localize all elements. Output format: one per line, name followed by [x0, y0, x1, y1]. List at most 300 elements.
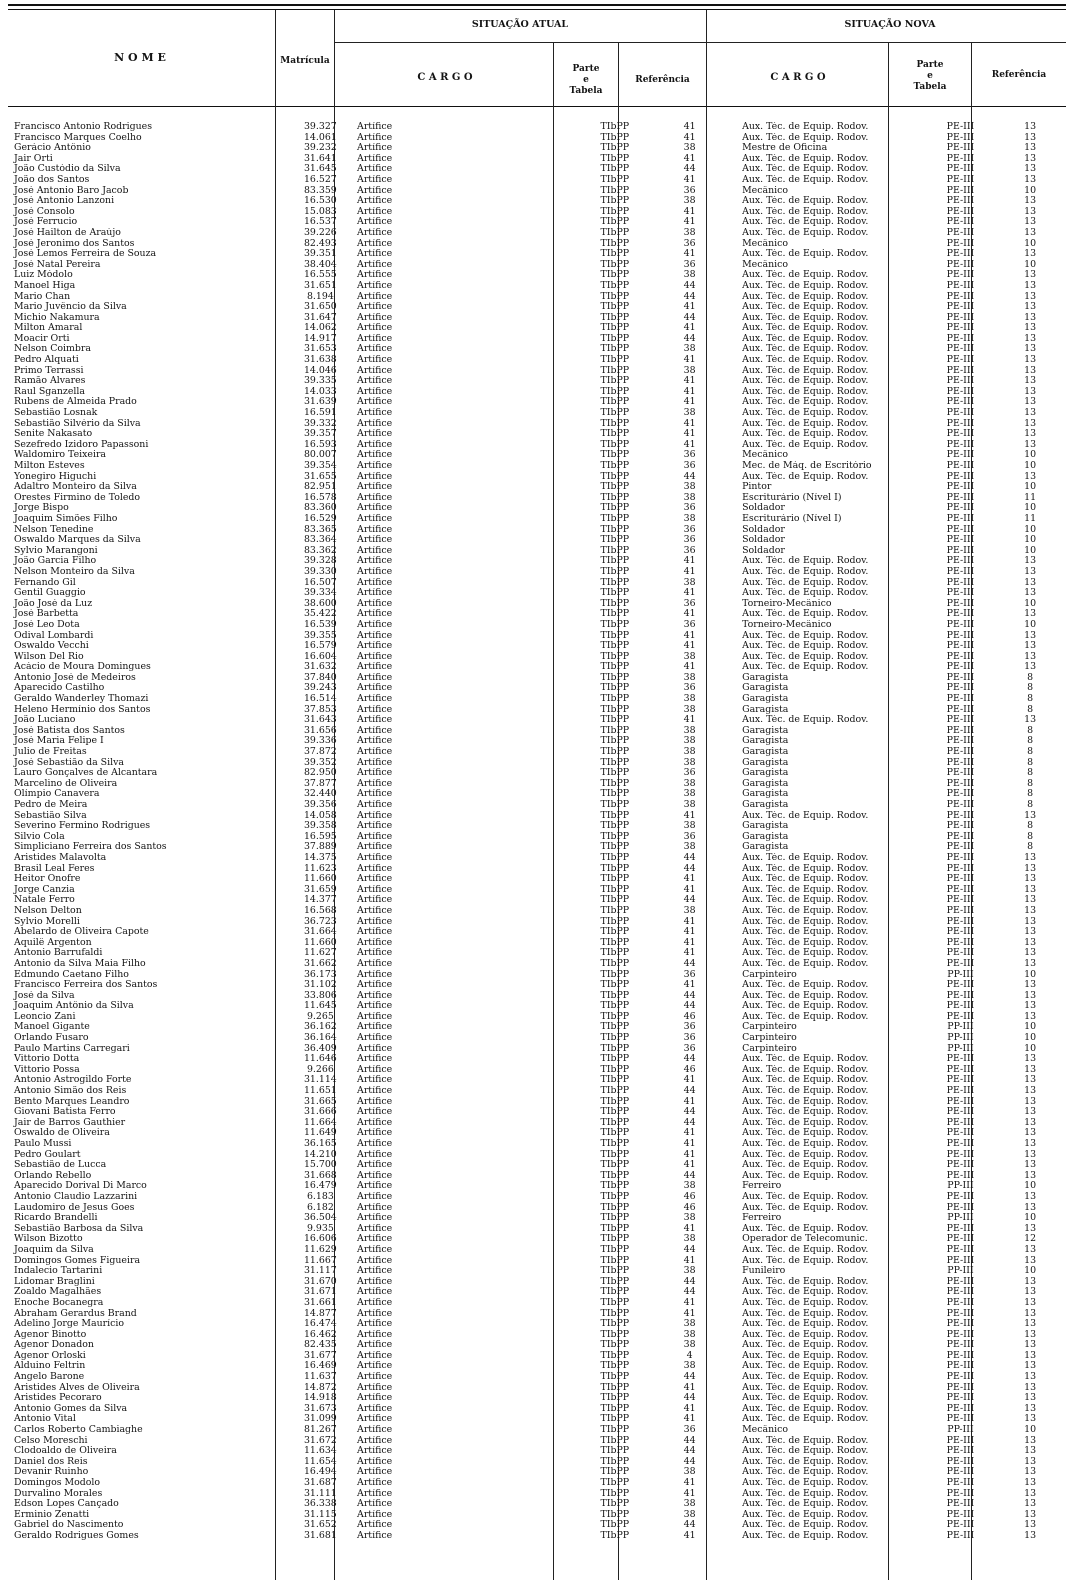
cargo-atual: Artífice — [357, 1075, 393, 1086]
cargo-novo: Aux. Téc. de Equip. Rodov. — [742, 1509, 869, 1520]
cargo-novo: Aux. Téc. de Equip. Rodov. — [742, 323, 869, 334]
referencia-atual: 38 — [683, 513, 696, 524]
referencia-atual: 38 — [683, 492, 696, 503]
table-row — [8, 514, 1066, 525]
cargo-atual: Artífice — [357, 1329, 393, 1340]
referencia-atual: 38 — [683, 725, 696, 736]
parte-tabela-novo: PE-III — [946, 217, 975, 228]
table-row — [8, 1266, 1066, 1277]
parte-tabela-atual: TIbPP — [600, 1297, 630, 1308]
parte-tabela-atual: TIbPP — [600, 1509, 630, 1520]
matricula: 37.889 — [303, 842, 337, 853]
matricula: 83.359 — [303, 185, 337, 196]
cargo-novo: Aux. Téc. de Equip. Rodov. — [742, 355, 869, 366]
cargo-atual: Artífice — [357, 418, 393, 429]
parte-tabela-atual: TIbPP — [600, 1149, 630, 1160]
employee-name: João Custódio da Silva — [14, 164, 121, 175]
employee-table — [8, 122, 1066, 1542]
matricula: 9.265 — [306, 1011, 334, 1022]
parte-tabela-novo: PE-III — [946, 1467, 975, 1478]
parte-tabela-atual: TIbPP — [600, 630, 630, 641]
cargo-novo: Aux. Téc. de Equip. Rodov. — [742, 1139, 869, 1149]
table-row — [8, 1160, 1066, 1171]
referencia-atual: 41 — [683, 1223, 696, 1234]
employee-name: Wilson Del Rio — [14, 651, 84, 662]
table-row — [8, 906, 1066, 917]
cargo-atual: Artífice — [357, 1011, 393, 1022]
employee-name: Joaquim Antônio da Silva — [14, 1001, 134, 1012]
referencia-atual: 41 — [683, 1308, 696, 1319]
matricula: 11.649 — [303, 1128, 337, 1139]
parte-tabela-atual: TIbPP — [600, 1011, 630, 1022]
table-row — [8, 419, 1066, 430]
parte-tabela-novo: PE-III — [946, 503, 975, 514]
cargo-novo: Aux. Téc. de Equip. Rodov. — [742, 386, 869, 397]
referencia-atual: 46 — [683, 1011, 696, 1022]
employee-name: Sebastião Silva — [14, 810, 87, 821]
table-row — [8, 1128, 1066, 1139]
parte-tabela-atual: TIbPP — [600, 778, 630, 789]
employee-name: José Ferrucio — [14, 217, 78, 228]
header-tabela-label: Tabela — [913, 82, 947, 92]
referencia-atual: 41 — [683, 1403, 696, 1414]
referencia-novo: 13 — [1024, 1139, 1037, 1149]
parte-tabela-atual: TIbPP — [600, 1160, 630, 1171]
cargo-novo: Garagista — [742, 778, 789, 789]
referencia-atual: 41 — [683, 132, 696, 143]
referencia-novo: 13 — [1024, 227, 1037, 238]
parte-tabela-novo: PE-III — [946, 355, 975, 366]
referencia-atual: 41 — [683, 429, 696, 440]
parte-tabela-novo: PE-III — [946, 482, 975, 493]
referencia-novo: 13 — [1024, 1372, 1037, 1383]
parte-tabela-novo: PE-III — [946, 1170, 975, 1181]
matricula: 39.352 — [303, 757, 337, 768]
referencia-novo: 13 — [1024, 397, 1037, 408]
referencia-atual: 38 — [683, 1329, 696, 1340]
parte-tabela-novo: PE-III — [946, 545, 975, 556]
table-row — [8, 1234, 1066, 1245]
cargo-atual: Artífice — [357, 1319, 393, 1330]
referencia-novo: 13 — [1024, 471, 1037, 482]
referencia-novo: 13 — [1024, 662, 1037, 673]
referencia-novo: 13 — [1024, 1488, 1037, 1499]
cargo-atual: Artífice — [357, 545, 393, 556]
parte-tabela-atual: TIbPP — [600, 1202, 630, 1213]
referencia-novo: 11 — [1024, 492, 1037, 503]
referencia-atual: 41 — [683, 323, 696, 334]
employee-name: Abraham Gerardus Brand — [14, 1308, 137, 1319]
parte-tabela-novo: PE-III — [946, 259, 975, 270]
parte-tabela-atual: TIbPP — [600, 566, 630, 577]
cargo-atual: Artífice — [357, 164, 393, 175]
employee-name: Oswaldo Marques da Silva — [14, 535, 141, 546]
referencia-novo: 13 — [1024, 948, 1037, 959]
referencia-novo: 13 — [1024, 874, 1037, 885]
referencia-atual: 38 — [683, 196, 696, 207]
matricula: 14.918 — [303, 1393, 337, 1404]
cargo-atual: Artífice — [357, 651, 393, 662]
parte-tabela-novo: PE-III — [946, 1530, 975, 1541]
referencia-novo: 8 — [1027, 672, 1034, 683]
parte-tabela-novo: PE-III — [946, 1244, 975, 1255]
referencia-novo: 10 — [1024, 969, 1037, 980]
cargo-novo: Operador de Telecomunic. — [742, 1234, 868, 1245]
parte-tabela-atual: TIbPP — [600, 365, 630, 376]
table-row — [8, 387, 1066, 398]
cargo-novo: Garagista — [742, 757, 789, 768]
cargo-novo: Carpinteiro — [742, 1033, 797, 1044]
employee-name: Rubens de Almeida Prado — [14, 397, 137, 408]
cargo-atual: Artífice — [357, 778, 393, 789]
cargo-atual: Artífice — [357, 641, 393, 652]
employee-name: Silvio Cola — [14, 831, 65, 842]
parte-tabela-atual: TIbPP — [600, 1128, 630, 1139]
matricula: 15.700 — [303, 1160, 337, 1171]
parte-tabela-atual: TIbPP — [600, 715, 630, 726]
parte-tabela-atual: TIbPP — [600, 577, 630, 588]
parte-tabela-atual: TIbPP — [600, 1022, 630, 1033]
table-row — [8, 959, 1066, 970]
parte-tabela-atual: TIbPP — [600, 1139, 630, 1149]
parte-tabela-novo: PP-III — [947, 1043, 974, 1054]
referencia-atual: 46 — [683, 1202, 696, 1213]
parte-tabela-novo: PE-III — [946, 1308, 975, 1319]
employee-name: João Garcia Filho — [14, 556, 97, 567]
cargo-novo: Aux. Téc. de Equip. Rodov. — [742, 577, 869, 588]
parte-tabela-atual: TIbPP — [600, 1382, 630, 1393]
matricula: 38.404 — [303, 259, 337, 270]
parte-tabela-novo: PE-III — [946, 1128, 975, 1139]
top-rule-thin — [8, 9, 1066, 10]
employee-name: Odival Lombardi — [14, 630, 94, 641]
referencia-atual: 36 — [683, 503, 696, 514]
referencia-atual: 38 — [683, 1361, 696, 1372]
parte-tabela-atual: TIbPP — [600, 333, 630, 344]
table-row — [8, 620, 1066, 631]
employee-name: Paulo Martins Carregari — [14, 1043, 130, 1054]
table-row — [8, 1446, 1066, 1457]
header-parte-label: Parte — [572, 64, 600, 74]
cargo-atual: Artífice — [357, 1213, 393, 1224]
referencia-atual: 38 — [683, 672, 696, 683]
cargo-atual: Artífice — [357, 291, 393, 302]
top-rule — [8, 4, 1066, 6]
cargo-atual: Artífice — [357, 386, 393, 397]
cargo-novo: Aux. Téc. de Equip. Rodov. — [742, 1382, 869, 1393]
parte-tabela-atual: TIbPP — [600, 1435, 630, 1446]
matricula: 39.334 — [303, 588, 337, 599]
matricula: 16.462 — [303, 1329, 337, 1340]
matricula: 31.653 — [303, 344, 337, 355]
employee-name: Orestes Firmino de Toledo — [14, 492, 141, 503]
referencia-novo: 13 — [1024, 249, 1037, 260]
matricula: 14.917 — [303, 333, 337, 344]
parte-tabela-novo: PE-III — [946, 1403, 975, 1414]
table-row — [8, 429, 1066, 440]
referencia-novo: 13 — [1024, 1011, 1037, 1022]
referencia-atual: 41 — [683, 630, 696, 641]
parte-tabela-atual: TIbPP — [600, 185, 630, 196]
parte-tabela-novo: PE-III — [946, 651, 975, 662]
cargo-atual: Artífice — [357, 662, 393, 673]
parte-tabela-atual: TIbPP — [600, 291, 630, 302]
referencia-atual: 44 — [683, 1086, 696, 1097]
referencia-novo: 10 — [1024, 535, 1037, 546]
parte-tabela-atual: TIbPP — [600, 482, 630, 493]
parte-tabela-novo: PE-III — [946, 492, 975, 503]
table-row — [8, 482, 1066, 493]
parte-tabela-atual: TIbPP — [600, 1266, 630, 1277]
header-bottom-rule — [8, 106, 1066, 107]
parte-tabela-novo: PE-III — [946, 1414, 975, 1425]
referencia-atual: 36 — [683, 461, 696, 471]
referencia-atual: 41 — [683, 418, 696, 429]
referencia-novo: 10 — [1024, 482, 1037, 493]
referencia-novo: 13 — [1024, 1319, 1037, 1330]
cargo-novo: Aux. Téc. de Equip. Rodov. — [742, 863, 869, 874]
employee-name: Jair Orti — [14, 153, 53, 164]
referencia-novo: 13 — [1024, 217, 1037, 228]
referencia-novo: 8 — [1027, 831, 1034, 842]
matricula: 83.360 — [303, 503, 337, 514]
cargo-novo: Aux. Téc. de Equip. Rodov. — [742, 1340, 869, 1351]
employee-name: Ricardo Brandelli — [14, 1213, 98, 1224]
referencia-novo: 13 — [1024, 1117, 1037, 1128]
referencia-atual: 38 — [683, 143, 696, 154]
parte-tabela-novo: PE-III — [946, 768, 975, 779]
parte-tabela-novo: PP-III — [947, 1425, 974, 1436]
referencia-novo: 13 — [1024, 355, 1037, 366]
referencia-atual: 41 — [683, 206, 696, 217]
table-row — [8, 292, 1066, 303]
referencia-novo: 8 — [1027, 778, 1034, 789]
table-row — [8, 705, 1066, 716]
cargo-novo: Garagista — [742, 789, 789, 800]
parte-tabela-novo: PE-III — [946, 905, 975, 916]
referencia-atual: 44 — [683, 1287, 696, 1298]
cargo-novo: Aux. Téc. de Equip. Rodov. — [742, 927, 869, 938]
parte-tabela-novo: PE-III — [946, 927, 975, 938]
referencia-novo: 8 — [1027, 683, 1034, 694]
parte-tabela-novo: PE-III — [946, 333, 975, 344]
matricula: 11.667 — [303, 1255, 337, 1266]
header-matricula: Matrícula — [280, 56, 330, 66]
employee-name: Orlando Fusaro — [14, 1033, 89, 1044]
cargo-novo: Aux. Téc. de Equip. Rodov. — [742, 1403, 869, 1414]
table-row — [8, 895, 1066, 906]
referencia-atual: 44 — [683, 958, 696, 969]
table-row — [8, 631, 1066, 642]
table-row — [8, 1044, 1066, 1055]
matricula: 31.632 — [303, 662, 337, 673]
cargo-novo: Aux. Téc. de Equip. Rodov. — [742, 916, 869, 927]
cargo-novo: Garagista — [742, 821, 789, 832]
parte-tabela-novo: PE-III — [946, 958, 975, 969]
cargo-atual: Artífice — [357, 1244, 393, 1255]
matricula: 14.210 — [303, 1149, 337, 1160]
referencia-novo: 13 — [1024, 810, 1037, 821]
cargo-novo: Aux. Téc. de Equip. Rodov. — [742, 884, 869, 895]
cargo-atual: Artífice — [357, 1467, 393, 1478]
employee-name: Waldomiro Teixeira — [14, 450, 107, 461]
referencia-novo: 10 — [1024, 503, 1037, 514]
referencia-novo: 13 — [1024, 980, 1037, 991]
parte-tabela-novo: PE-III — [946, 916, 975, 927]
referencia-novo: 13 — [1024, 1244, 1037, 1255]
matricula: 11.627 — [303, 948, 337, 959]
table-row — [8, 832, 1066, 843]
matricula: 31.687 — [303, 1478, 337, 1488]
cargo-atual: Artífice — [357, 884, 393, 895]
matricula: 38.600 — [303, 598, 337, 609]
employee-name: Joaquim Simões Filho — [14, 513, 118, 524]
employee-name: José Sebastião da Silva — [14, 757, 124, 768]
cargo-novo: Aux. Téc. de Equip. Rodov. — [742, 1255, 869, 1266]
referencia-atual: 44 — [683, 852, 696, 863]
parte-tabela-atual: TIbPP — [600, 1075, 630, 1086]
employee-name: Sebastião Barbosa da Silva — [14, 1223, 144, 1234]
parte-tabela-atual: TIbPP — [600, 355, 630, 366]
table-row — [8, 1478, 1066, 1489]
parte-tabela-novo: PE-III — [946, 1001, 975, 1012]
matricula: 11.646 — [303, 1054, 337, 1065]
referencia-atual: 41 — [683, 1128, 696, 1139]
employee-name: Michio Nakamura — [14, 312, 100, 323]
parte-tabela-atual: TIbPP — [600, 196, 630, 207]
referencia-novo: 13 — [1024, 1297, 1037, 1308]
employee-name: Brasil Leal Feres — [14, 863, 95, 874]
table-row — [8, 355, 1066, 366]
referencia-atual: 44 — [683, 1393, 696, 1404]
table-row — [8, 779, 1066, 790]
cargo-atual: Artífice — [357, 1350, 393, 1361]
cargo-novo: Aux. Téc. de Equip. Rodov. — [742, 164, 869, 175]
matricula: 11.629 — [303, 1244, 337, 1255]
employee-name: Nelson Delton — [14, 905, 82, 916]
cargo-atual: Artífice — [357, 609, 393, 620]
cargo-atual: Artífice — [357, 800, 393, 810]
matricula: 31.670 — [303, 1276, 337, 1287]
cargo-novo: Aux. Téc. de Equip. Rodov. — [742, 641, 869, 652]
referencia-atual: 38 — [683, 577, 696, 588]
cargo-novo: Aux. Téc. de Equip. Rodov. — [742, 852, 869, 863]
matricula: 39.226 — [303, 227, 337, 238]
cargo-atual: Artífice — [357, 577, 393, 588]
employee-name: Enoche Bocanegra — [14, 1297, 104, 1308]
matricula: 16.479 — [303, 1181, 337, 1192]
employee-name: Manoel Higa — [14, 280, 76, 291]
table-row — [8, 239, 1066, 250]
employee-name: Acácio de Moura Domingues — [14, 662, 151, 673]
parte-tabela-atual: TIbPP — [600, 1043, 630, 1054]
cargo-novo: Aux. Téc. de Equip. Rodov. — [742, 1054, 869, 1065]
table-row — [8, 1393, 1066, 1404]
employee-name: José Jeronimo dos Santos — [14, 238, 135, 249]
referencia-atual: 38 — [683, 1213, 696, 1224]
matricula: 14.058 — [303, 810, 337, 821]
employee-name: Primo Terrassi — [14, 365, 84, 376]
parte-tabela-atual: TIbPP — [600, 386, 630, 397]
matricula: 31.681 — [303, 1530, 337, 1541]
matricula: 83.362 — [303, 545, 337, 556]
parte-tabela-novo: PE-III — [946, 450, 975, 461]
table-row — [8, 249, 1066, 260]
matricula: 31.664 — [303, 927, 337, 938]
referencia-novo: 13 — [1024, 1403, 1037, 1414]
referencia-novo: 13 — [1024, 132, 1037, 143]
cargo-atual: Artífice — [357, 1478, 393, 1488]
cargo-novo: Aux. Téc. de Equip. Rodov. — [742, 227, 869, 238]
parte-tabela-novo: PE-III — [946, 1064, 975, 1075]
table-row — [8, 588, 1066, 599]
table-row — [8, 1192, 1066, 1203]
cargo-atual: Artífice — [357, 1139, 393, 1149]
parte-tabela-atual: TIbPP — [600, 863, 630, 874]
referencia-novo: 13 — [1024, 1149, 1037, 1160]
cargo-atual: Artífice — [357, 1266, 393, 1277]
employee-name: José Hailton de Araújo — [14, 227, 121, 238]
parte-tabela-atual: TIbPP — [600, 884, 630, 895]
cargo-atual: Artífice — [357, 1403, 393, 1414]
parte-tabela-novo: PE-III — [946, 153, 975, 164]
table-row — [8, 747, 1066, 758]
referencia-atual: 36 — [683, 598, 696, 609]
cargo-atual: Artífice — [357, 863, 393, 874]
table-row — [8, 1118, 1066, 1129]
referencia-novo: 8 — [1027, 842, 1034, 853]
referencia-novo: 13 — [1024, 1287, 1037, 1298]
table-row — [8, 1499, 1066, 1510]
cargo-novo: Aux. Téc. de Equip. Rodov. — [742, 1414, 869, 1425]
cargo-atual: Artífice — [357, 513, 393, 524]
matricula: 31.659 — [303, 884, 337, 895]
employee-name: Domingos Gomes Figueira — [14, 1255, 141, 1266]
table-row — [8, 789, 1066, 800]
table-row — [8, 980, 1066, 991]
matricula: 14.061 — [303, 132, 337, 143]
table-row — [8, 1351, 1066, 1362]
employee-name: Lidomar Braglini — [14, 1276, 95, 1287]
parte-tabela-novo: PE-III — [946, 810, 975, 821]
referencia-atual: 44 — [683, 1107, 696, 1118]
referencia-atual: 38 — [683, 736, 696, 747]
parte-tabela-atual: TIbPP — [600, 1329, 630, 1340]
matricula: 16.529 — [303, 513, 337, 524]
referencia-novo: 8 — [1027, 757, 1034, 768]
table-row — [8, 652, 1066, 663]
table-row — [8, 1287, 1066, 1298]
table-row — [8, 1510, 1066, 1521]
cargo-novo: Aux. Téc. de Equip. Rodov. — [742, 1350, 869, 1361]
parte-tabela-atual: TIbPP — [600, 725, 630, 736]
matricula: 15.083 — [303, 206, 337, 217]
referencia-novo: 13 — [1024, 1382, 1037, 1393]
referencia-atual: 46 — [683, 1191, 696, 1202]
employee-name: Zoaldo Magalhães — [14, 1287, 102, 1298]
cargo-novo: Aux. Téc. de Equip. Rodov. — [742, 1011, 869, 1022]
parte-tabela-atual: TIbPP — [600, 641, 630, 652]
cargo-atual: Artífice — [357, 1234, 393, 1245]
parte-tabela-atual: TIbPP — [600, 1319, 630, 1330]
referencia-novo: 8 — [1027, 789, 1034, 800]
cargo-novo: Aux. Téc. de Equip. Rodov. — [742, 874, 869, 885]
parte-tabela-novo: PE-III — [946, 174, 975, 185]
referencia-atual: 41 — [683, 1160, 696, 1171]
cargo-atual: Artífice — [357, 153, 393, 164]
cargo-atual: Artífice — [357, 736, 393, 747]
cargo-novo: Aux. Téc. de Equip. Rodov. — [742, 1530, 869, 1541]
